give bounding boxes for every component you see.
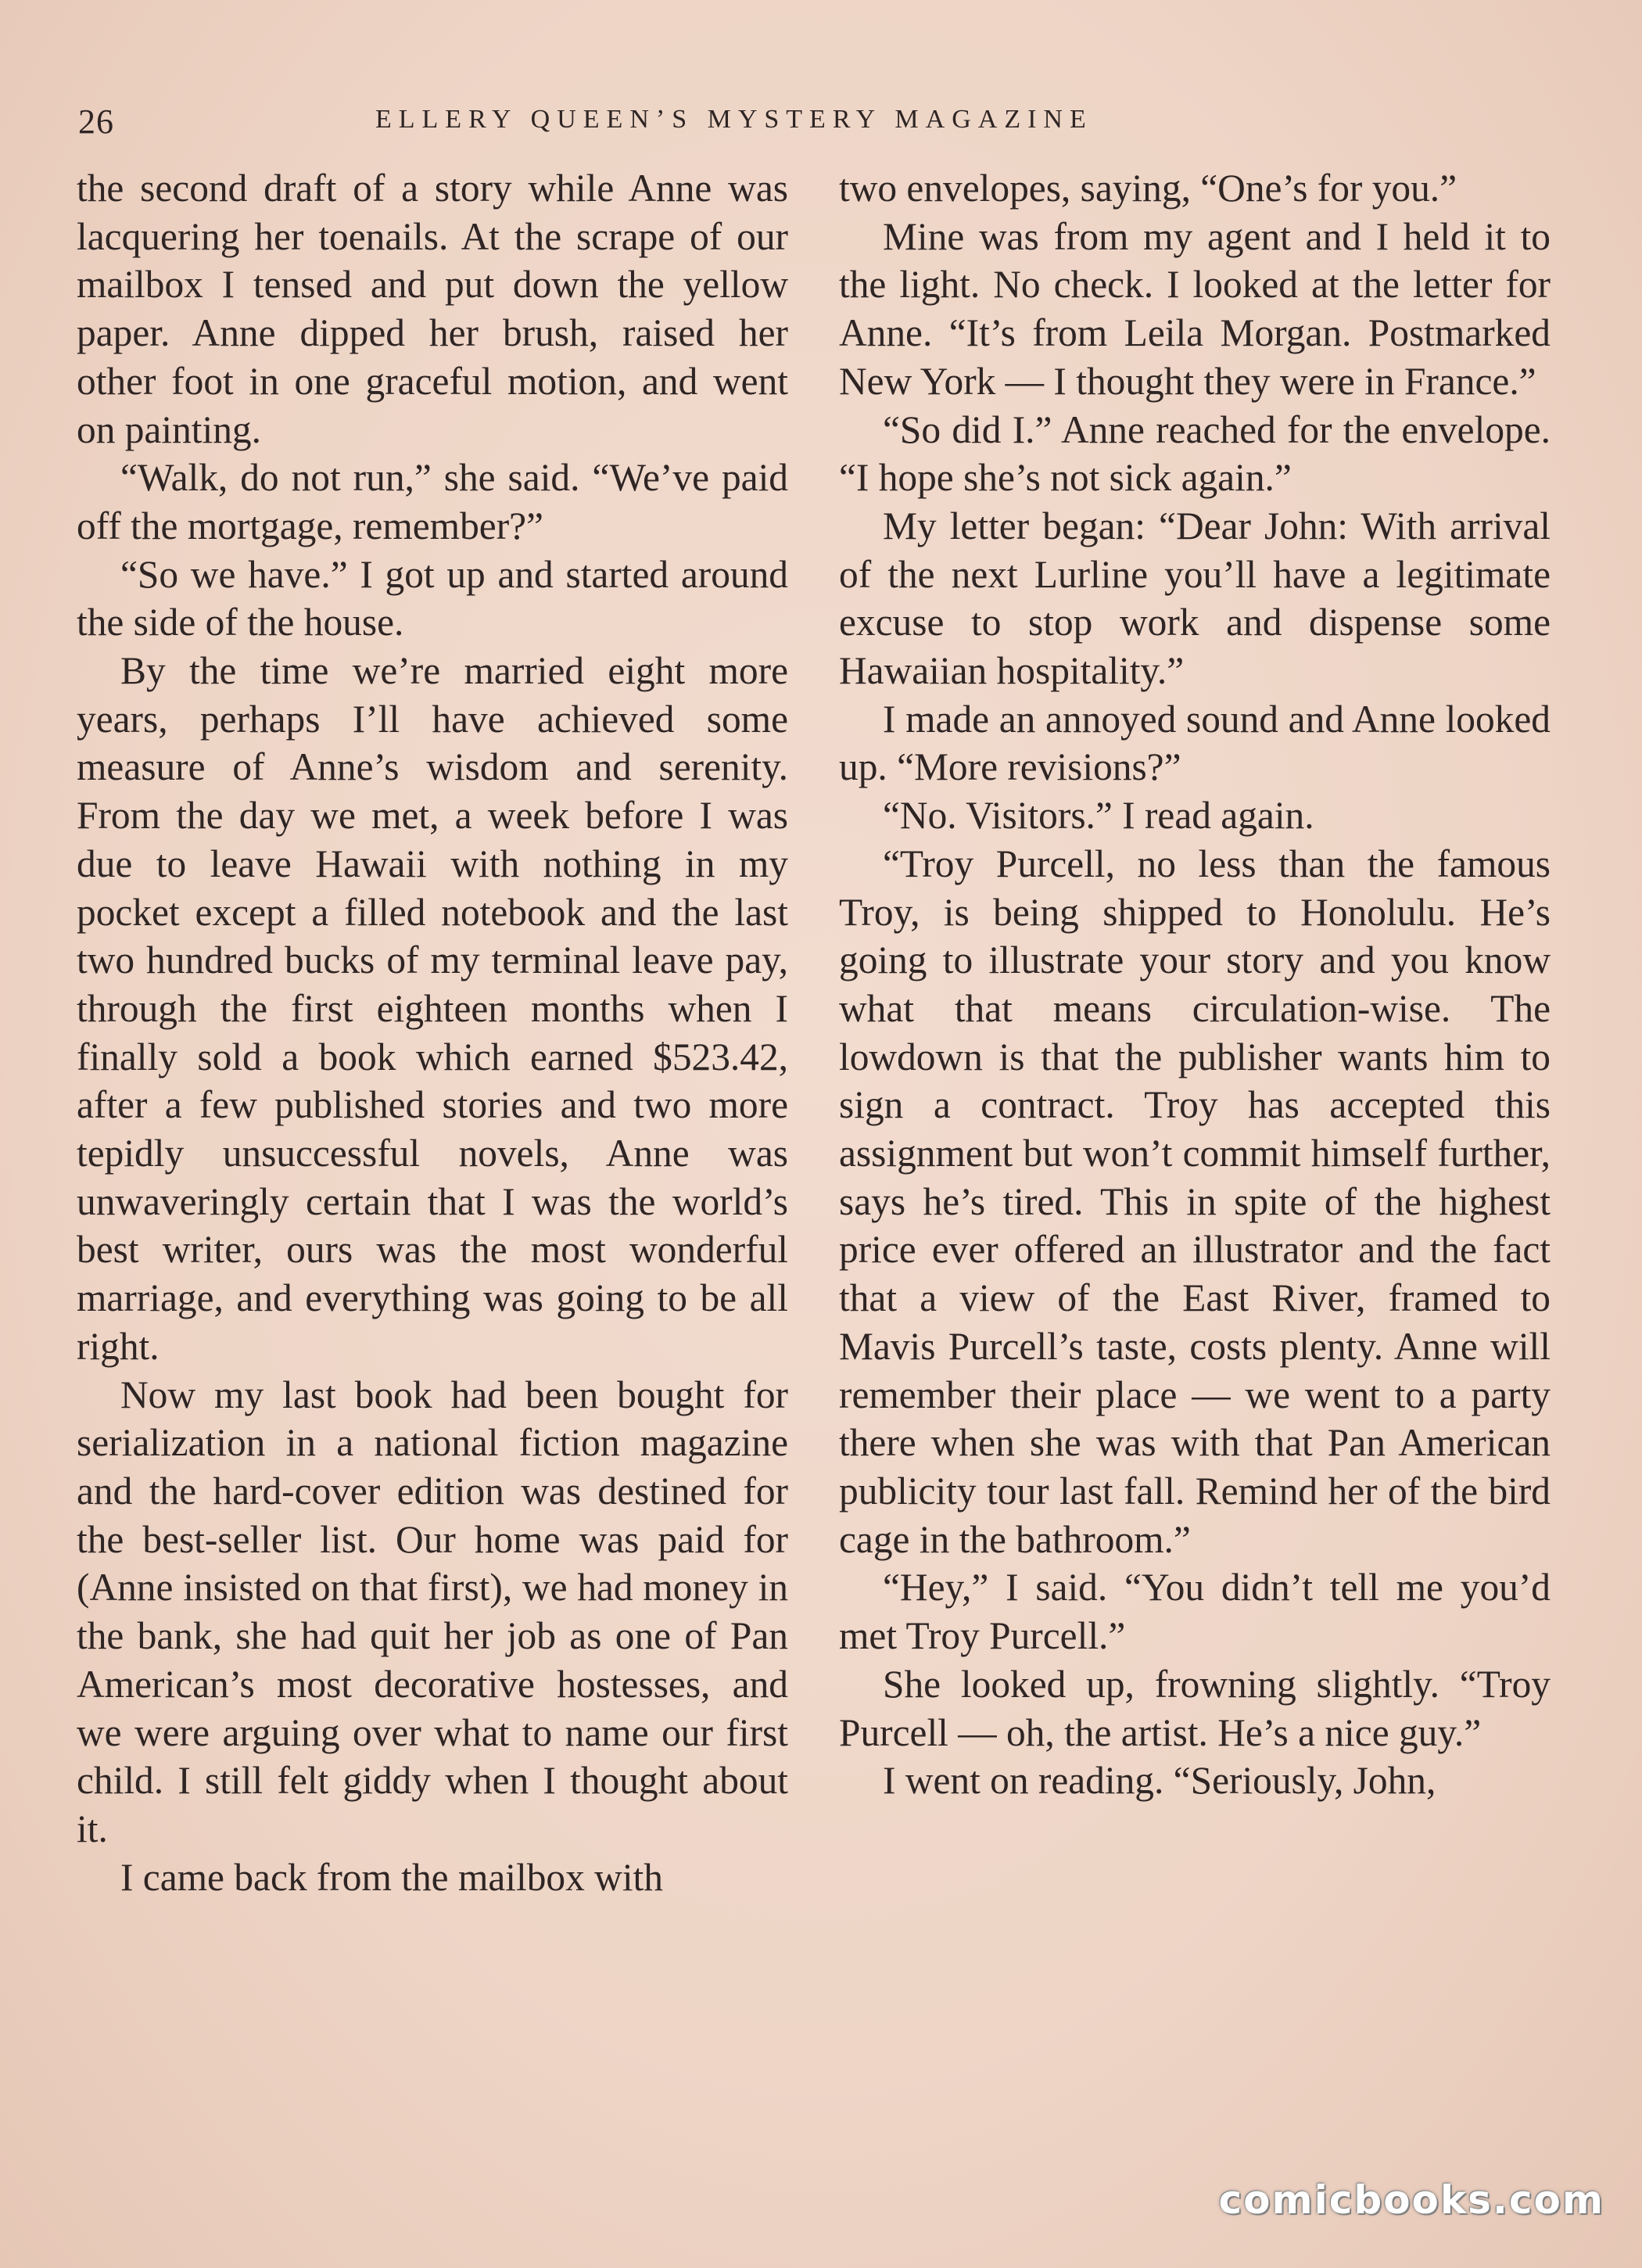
paragraph: “Troy Purcell, no less than the famous Troy, is being shipped to Honolulu. He’s going to illustrate your story and you know what that means circulation-wise. The lowdown is that the publisher wants him to sign a contract. Troy has accepted this assignment but won’t commit himself further, says he’s tired. This in spite of the highest price ever offered an illustrator and the fact that a view of the East River, framed to Mavis Purcell’s taste, costs plenty. Anne will remember their place — we went to a party there when she was with that Pan American publicity tour last fall. Remind her of the bird cage in the bathroom.” — [839, 842, 1551, 1561]
paragraph: Now my last book had been bought for serialization in a national fiction magazine and the hard-cover edition was destined for the best-seller list. Our home was paid for (Anne insisted on that first), we had money in the bank, she had quit her job as one of Pan American’s most decorative hostesses, and we were arguing over what to name our first child. I still felt giddy when I thought about it. — [77, 1373, 788, 1850]
paragraph: “So we have.” I got up and started around the side of the house. — [77, 552, 788, 644]
paragraph: I made an annoyed sound and Anne looked up. “More revisions?” — [839, 697, 1551, 789]
paragraph: two envelopes, saying, “One’s for you.” — [839, 167, 1457, 210]
left-column — [77, 164, 788, 1901]
running-head — [78, 102, 1564, 156]
page-number: 26 — [78, 102, 114, 141]
paragraph: “No. Visitors.” I read again. — [883, 794, 1314, 838]
paragraph: I came back from the mailbox with — [120, 1855, 663, 1899]
paragraph: Mine was from my agent and I held it to the light. No check. I looked at the letter for Anne. “It’s from Leila Morgan. Postmarked New York — I thought they were in France.” — [839, 214, 1551, 403]
paragraph: “Hey,” I said. “You didn’t tell me you’d met Troy Purcell.” — [839, 1566, 1551, 1658]
paragraph: By the time we’re married eight more years, perhaps I’ll have achieved some measure of Anne’s wisdom and serenity. From the day we met, a week before I was due to leave Hawaii with nothing in my pocket except a filled notebook and the last two hundred bucks of my terminal leave pay, through the first eighteen months when I finally sold a book which earned $523.42, after a few published stories and two more tepidly unsuccessful novels, Anne was unwaveringly certain that I was the world’s best writer, ours was the most wonderful marriage, and everything was going to be all right. — [77, 649, 788, 1368]
paragraph: She looked up, frowning slightly. “Troy Purcell — oh, the artist. He’s a nice guy.” — [839, 1662, 1551, 1754]
paragraph: My letter began: “Dear John: With arrival of the next Lurline you’ll have a legitimate excuse to stop work and dispense some Hawaiian hospitality.” — [839, 504, 1551, 693]
paragraph: I went on reading. “Seriously, John, — [883, 1759, 1436, 1803]
paragraph: “So did I.” Anne reached for the envelope. “I hope she’s not sick again.” — [839, 407, 1551, 500]
right-column — [839, 164, 1551, 1805]
paragraph: the second draft of a story while Anne was lacquering her toenails. At the scrape of our mailbox I tensed and put down the yellow paper. Anne dipped her brush, raised her other foot in one graceful motion, and went on painting. — [77, 167, 788, 451]
paragraph: “Walk, do not run,” she said. “We’ve paid off the mortgage, remember?” — [77, 456, 788, 547]
magazine-title: ELLERY QUEEN’S MYSTERY MAGAZINE — [375, 105, 1093, 134]
watermark: comicbooks.com — [1218, 2177, 1604, 2223]
